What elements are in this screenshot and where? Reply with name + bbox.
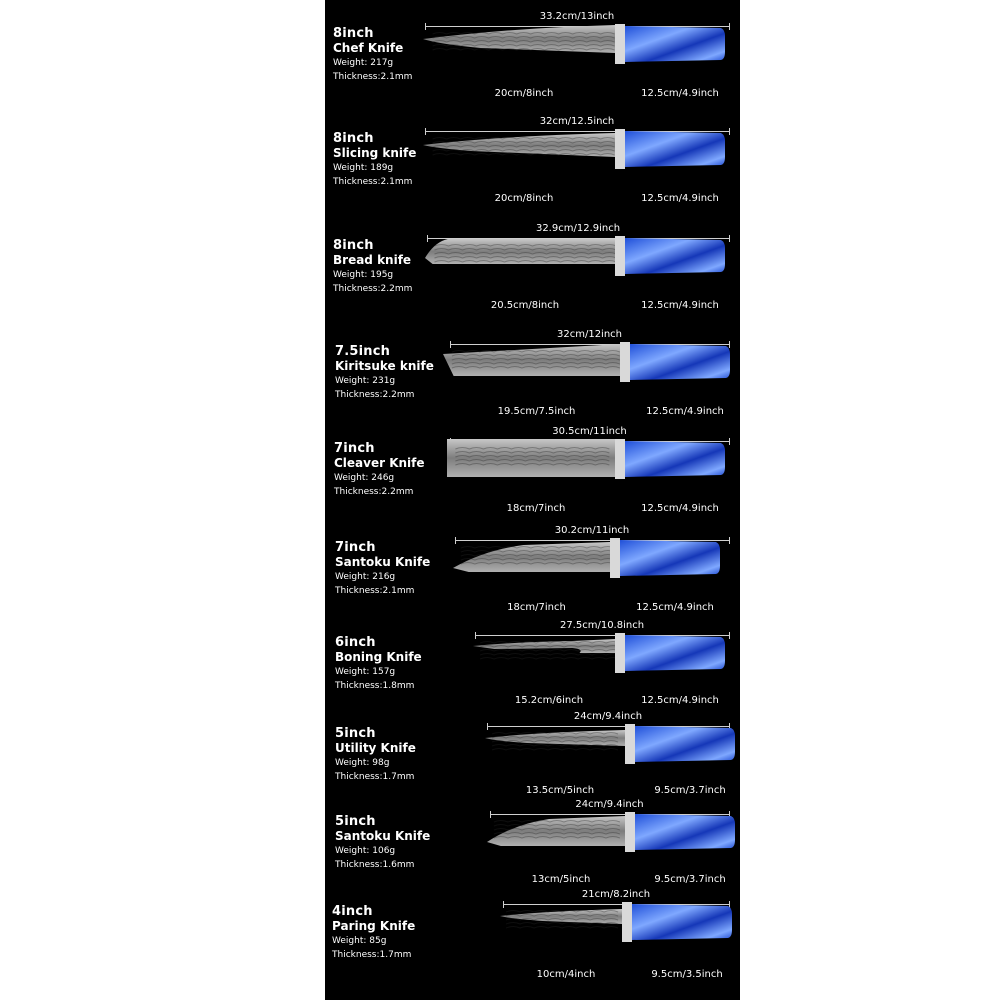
knife-spec-panel	[325, 0, 740, 1000]
knife-thickness: Thickness:1.7mm	[332, 950, 412, 960]
knife-size: 7inch	[335, 540, 376, 555]
resin-handle	[625, 131, 725, 167]
resin-handle	[625, 238, 725, 274]
knife-row	[325, 609, 740, 709]
bolster	[615, 236, 625, 276]
blade-length: 20cm/8inch	[494, 88, 554, 99]
knife-thickness: Thickness:2.1mm	[333, 72, 413, 82]
resin-handle	[625, 441, 725, 477]
total-length: 27.5cm/10.8inch	[559, 620, 645, 631]
handle-length: 12.5cm/4.9inch	[641, 695, 719, 706]
handle-length: 9.5cm/3.5inch	[651, 969, 723, 980]
knife-row	[325, 0, 740, 100]
bolster	[625, 812, 635, 852]
total-length: 30.2cm/11inch	[554, 525, 630, 536]
knife-weight: Weight: 231g	[335, 376, 396, 386]
blade-length: 20cm/8inch	[494, 193, 554, 204]
blade-length: 13.5cm/5inch	[525, 785, 595, 796]
dimension-tick	[729, 128, 730, 135]
blade-length: 10cm/4inch	[536, 969, 596, 980]
total-length: 24cm/9.4inch	[573, 711, 643, 722]
knife-illustration	[423, 22, 725, 66]
total-length: 32.9cm/12.9inch	[535, 223, 621, 234]
bolster	[615, 24, 625, 64]
knife-name: Kiritsuke knife	[335, 359, 434, 373]
resin-handle	[625, 26, 725, 62]
handle-length: 12.5cm/4.9inch	[646, 406, 724, 417]
knife-name: Bread knife	[333, 253, 412, 267]
knife-illustration	[487, 810, 735, 854]
knife-thickness: Thickness:2.2mm	[333, 284, 413, 294]
knife-size: 6inch	[335, 635, 376, 650]
handle-length: 12.5cm/4.9inch	[641, 193, 719, 204]
resin-handle	[625, 635, 725, 671]
bolster	[620, 342, 630, 382]
handle-length: 12.5cm/4.9inch	[636, 602, 714, 613]
knife-weight: Weight: 189g	[333, 163, 394, 173]
bolster	[615, 633, 625, 673]
blade	[447, 439, 615, 477]
knife-size: 5inch	[335, 814, 376, 829]
knife-name: Slicing knife	[333, 146, 417, 160]
knife-row	[325, 788, 740, 888]
knife-weight: Weight: 98g	[335, 758, 390, 768]
knife-row	[325, 514, 740, 614]
blade-length: 18cm/7inch	[506, 503, 566, 514]
blade	[443, 344, 620, 376]
damascus-pattern	[492, 749, 618, 751]
knife-row	[325, 105, 740, 205]
knife-size: 7inch	[334, 441, 375, 456]
knife-name: Cleaver Knife	[334, 456, 425, 470]
knife-illustration	[443, 340, 730, 384]
resin-handle	[620, 540, 720, 576]
knife-size: 4inch	[332, 904, 373, 919]
resin-handle	[635, 726, 735, 762]
knife-illustration	[447, 437, 725, 481]
knife-size: 8inch	[333, 238, 374, 253]
knife-illustration	[473, 631, 725, 675]
knife-row	[325, 212, 740, 312]
knife-row	[325, 415, 740, 515]
total-length: 30.5cm/11inch	[552, 426, 627, 437]
knife-name: Utility Knife	[335, 741, 416, 755]
damascus-pattern	[492, 745, 618, 747]
handle-length: 12.5cm/4.9inch	[641, 300, 719, 311]
knife-row	[325, 318, 740, 418]
blade-length: 19.5cm/7.5inch	[497, 406, 576, 417]
knife-thickness: Thickness:1.7mm	[335, 772, 415, 782]
damascus-pattern	[480, 654, 620, 656]
blade-length: 15.2cm/6inch	[514, 695, 584, 706]
bolster	[615, 129, 625, 169]
knife-size: 7.5inch	[335, 344, 391, 359]
knife-illustration	[425, 234, 725, 278]
knife-illustration	[453, 536, 720, 580]
knife-name: Santoku Knife	[335, 829, 431, 843]
knife-weight: Weight: 157g	[335, 667, 396, 677]
handle-length: 12.5cm/4.9inch	[641, 503, 719, 514]
knife-weight: Weight: 217g	[333, 58, 394, 68]
dimension-tick	[729, 537, 730, 544]
total-length: 21cm/8.2inch	[581, 889, 651, 900]
knife-size: 8inch	[333, 131, 374, 146]
bolster	[622, 902, 632, 942]
resin-handle	[632, 904, 732, 940]
knife-name: Santoku Knife	[335, 555, 431, 569]
damascus-pattern	[506, 923, 618, 925]
knife-row	[325, 700, 740, 800]
blade-length: 18cm/7inch	[507, 602, 566, 613]
knife-thickness: Thickness:2.2mm	[335, 390, 415, 400]
damascus-pattern	[480, 658, 620, 660]
handle-length: 9.5cm/3.7inch	[654, 874, 726, 885]
dimension-tick	[729, 438, 730, 445]
bolster	[625, 724, 635, 764]
knife-illustration	[485, 722, 735, 766]
blade-length: 20.5cm/8inch	[490, 300, 560, 311]
knife-weight: Weight: 195g	[333, 270, 394, 280]
bolster	[615, 439, 625, 479]
knife-weight: Weight: 85g	[332, 936, 387, 946]
knife-thickness: Thickness:2.2mm	[334, 487, 414, 497]
dimension-tick	[729, 23, 730, 30]
resin-handle	[635, 814, 735, 850]
knife-size: 5inch	[335, 726, 376, 741]
bolster	[610, 538, 620, 578]
knife-row	[325, 878, 740, 978]
blade	[453, 542, 610, 572]
knife-thickness: Thickness:2.1mm	[333, 177, 413, 187]
total-length: 33.2cm/13inch	[539, 11, 615, 22]
knife-thickness: Thickness:1.8mm	[335, 681, 415, 691]
knife-thickness: Thickness:1.6mm	[335, 860, 415, 870]
knife-illustration	[500, 900, 732, 944]
knife-thickness: Thickness:2.1mm	[335, 586, 415, 596]
total-length: 24cm/9.4inch	[575, 799, 644, 810]
knife-weight: Weight: 106g	[335, 846, 396, 856]
resin-handle	[630, 344, 730, 380]
handle-length: 12.5cm/4.9inch	[641, 88, 719, 99]
handle-length: 9.5cm/3.7inch	[654, 785, 726, 796]
knife-name: Paring Knife	[332, 919, 416, 933]
knife-name: Chef Knife	[333, 41, 404, 55]
knife-size: 8inch	[333, 26, 374, 41]
total-length: 32cm/12.5inch	[539, 116, 615, 127]
total-length: 32cm/12inch	[556, 329, 623, 340]
damascus-pattern	[506, 927, 618, 929]
blade-length: 13cm/5inch	[531, 874, 591, 885]
dimension-tick	[729, 235, 730, 242]
knife-name: Boning Knife	[335, 650, 422, 664]
knife-illustration	[423, 127, 725, 171]
dimension-tick	[729, 632, 730, 639]
knife-weight: Weight: 246g	[334, 473, 395, 483]
knife-weight: Weight: 216g	[335, 572, 396, 582]
